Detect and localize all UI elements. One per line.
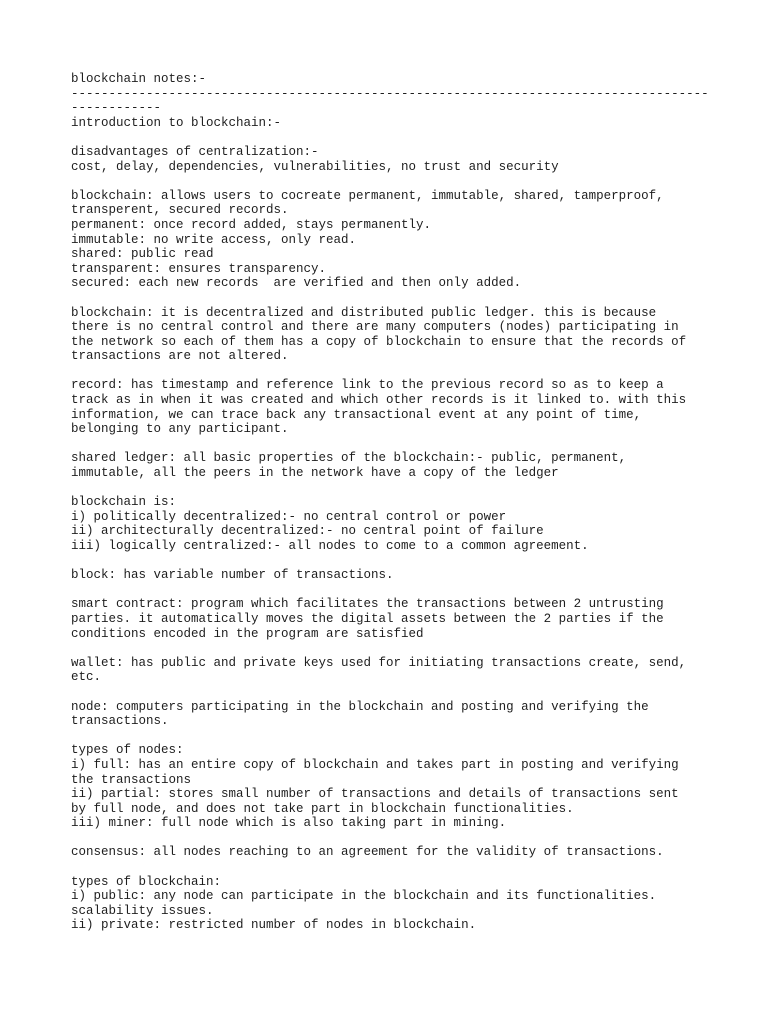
text-line: blockchain notes:-	[71, 72, 207, 86]
text-line: consensus: all nodes reaching to an agreement for the validity of transactions.	[71, 845, 664, 860]
text-line: types of nodes:	[71, 743, 184, 758]
text-line: transactions.	[71, 714, 169, 729]
document-page	[71, 72, 721, 933]
text-line: block: has variable number of transactions.	[71, 568, 394, 583]
text-line: permanent: once record added, stays permanently.	[71, 217, 432, 232]
text-line: record: has timestamp and reference link to the previous record so as to keep a	[71, 378, 664, 393]
text-line: conditions encoded in the program are satisfied	[71, 626, 424, 641]
text-line: iii) logically centralized:- all nodes to come to a common agreement.	[71, 539, 589, 553]
text-line: immutable: no write access, only read.	[71, 232, 357, 247]
text-line: ------------	[71, 101, 162, 116]
text-line: transactions are not altered.	[71, 349, 289, 364]
text-line: blockchain: allows users to cocreate permanent, immutable, shared, tamperproof,	[71, 188, 664, 203]
text-line: i) politically decentralized:- no central control or power	[71, 509, 507, 524]
blank-line	[71, 174, 721, 189]
text-line: i) public: any node can participate in the blockchain and its functionalities.	[71, 889, 657, 904]
text-line: introduction to blockchain:-	[71, 115, 282, 130]
blank-line	[71, 860, 721, 875]
text-line: there is no central control and there are many computers (nodes) participating in	[71, 320, 679, 335]
blank-line	[71, 481, 721, 496]
text-line: parties. it automatically moves the digital assets between the 2 parties if the	[71, 611, 664, 626]
text-line: transperent, secured records.	[71, 203, 289, 218]
blank-line	[71, 583, 721, 598]
text-line: transparent: ensures transparency.	[71, 261, 327, 276]
text-line: shared ledger: all basic properties of the blockchain:- public, permanent,	[71, 451, 627, 466]
text-line: node: computers participating in the blockchain and posting and verifying the	[71, 699, 649, 714]
blank-line	[71, 685, 721, 700]
text-line: by full node, and does not take part in blockchain functionalities.	[71, 801, 574, 816]
text-line: ii) private: restricted number of nodes in blockchain.	[71, 918, 477, 933]
text-line: the network so each of them has a copy of blockchain to ensure that the records of	[71, 334, 687, 349]
text-line: smart contract: program which facilitates the transactions between 2 untrusting	[71, 597, 664, 612]
blank-line	[71, 364, 721, 379]
text-line: shared: public read	[71, 247, 214, 262]
text-line: cost, delay, dependencies, vulnerabilities, no trust and security	[71, 159, 559, 174]
blank-line	[71, 641, 721, 656]
text-line: secured: each new records are verified and then only added.	[71, 276, 522, 291]
text-line: disadvantages of centralization:-	[71, 144, 319, 159]
text-line: etc.	[71, 670, 102, 685]
text-line: wallet: has public and private keys used for initiating transactions create, send,	[71, 655, 687, 670]
blank-line	[71, 437, 721, 452]
blank-line	[71, 831, 721, 846]
blank-line	[71, 729, 721, 744]
text-line: information, we can trace back any transactional event at any point of time,	[71, 407, 642, 422]
text-line: iii) miner: full node which is also taking part in mining.	[71, 816, 507, 831]
text-line: types of blockchain:	[71, 874, 222, 889]
text-line: scalability issues.	[71, 903, 214, 918]
text-line: the transactions	[71, 772, 192, 787]
text-line: belonging to any participant.	[71, 422, 289, 437]
text-line: ii) partial: stores small number of transactions and details of transactions sent	[71, 787, 679, 802]
text-line: immutable, all the peers in the network have a copy of the ledger	[71, 466, 559, 481]
text-line: blockchain is:	[71, 495, 177, 510]
text-line: ii) architecturally decentralized:- no central point of failure	[71, 524, 544, 539]
text-line: -------------------------------------------------------------------------------------	[71, 86, 709, 101]
blank-line	[71, 554, 721, 569]
text-line: i) full: has an entire copy of blockchain and takes part in posting and verifying	[71, 757, 679, 772]
text-line: track as in when it was created and which other records is it linked to. with this	[71, 393, 687, 408]
text-line: blockchain: it is decentralized and distributed public ledger. this is because	[71, 305, 657, 320]
blank-line	[71, 130, 721, 145]
blank-line	[71, 291, 721, 306]
